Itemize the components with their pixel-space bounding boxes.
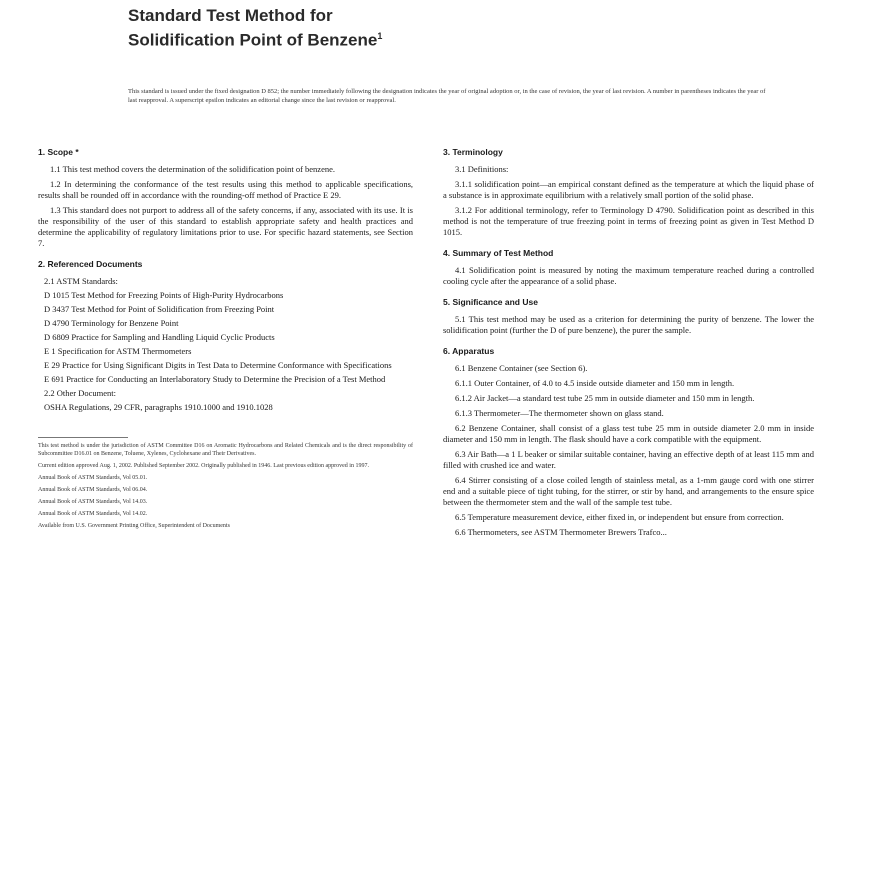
document-title — [128, 6, 814, 51]
paragraph: 6.1 Benzene Container (see Section 6). — [455, 362, 588, 373]
footnote: Annual Book of ASTM Standards, Vol 14.02. — [38, 510, 148, 517]
paragraph: 5.1 This test method may be used as a criterion for determining the purity of benzene. The lower the solidification point (further the D of pure benzene), the purer the sample. — [443, 313, 814, 335]
paragraph: 4.1 Solidification point is measured by noting the maximum temperature reached during a controlled cooling cycle after the appearance of a solid phase. — [443, 264, 814, 286]
reference-item: E 691 Practice for Conducting an Interlaboratory Study to Determine the Precision of a Test Method — [44, 373, 386, 384]
section-title: 5. Significance and Use — [443, 296, 538, 307]
paragraph: 1.3 This standard does not purport to address all of the safety concerns, if any, associated with its use. It is the responsibility of the user of this standard to establish appropriate safety and health practices and determine the applicability of regulatory limitations prior to use. For specific hazard statements, see Section 7. — [38, 204, 413, 248]
footnote: This test method is under the jurisdiction of ASTM Committee D16 on Aromatic Hydrocarbons and Related Chemicals and is the direct responsibility of Subcommittee D16.01 on Benzene, Toluene, Xylenes, Cyclohexane and Their Derivatives. — [38, 442, 413, 457]
paragraph: 6.1.1 Outer Container, of 4.0 to 4.5 inside outside diameter and 150 mm in length. — [455, 377, 735, 388]
section-terminology — [443, 147, 814, 238]
paragraph: 6.3 Air Bath—a 1 L beaker or similar suitable container, having an effective depth of at least 115 mm and filled with crushed ice and water. — [443, 448, 814, 470]
paragraph: 1.2 In determining the conformance of the test results using this method to applicable specifications, results shall be rounded off in accordance with the rounding-off method of Practice E 29. — [38, 178, 413, 200]
footnote: Current edition approved Aug. 1, 2002. Published September 2002. Originally published in 1946. Last previous edition approved in 1997. — [38, 462, 369, 469]
paragraph: 3.1.1 solidification point—an empirical constant defined as the temperature at which the liquid phase of a substance is in approximate equilibrium with a relatively small portion of the solid phase. — [443, 178, 814, 200]
paragraph: 1.1 This test method covers the determination of the solidification point of benzene. — [50, 163, 335, 174]
paragraph: 6.1.2 Air Jacket—a standard test tube 25 mm in outside diameter and 150 mm in length. — [455, 392, 755, 403]
paragraph: 3.1.2 For additional terminology, refer to Terminology D 4790. Solidification point as described in this method is not the temperature of true freezing point in terms of freezing point as given in Test Method D 1015. — [443, 204, 814, 237]
reference-item: 2.2 Other Document: — [44, 387, 116, 398]
footnote-rule — [38, 437, 128, 438]
reference-item: D 6809 Practice for Sampling and Handling Liquid Cyclic Products — [44, 331, 275, 342]
footnotes — [38, 442, 413, 530]
section-significance — [443, 297, 814, 336]
section-title: 2. Referenced Documents — [38, 258, 143, 269]
reference-item: D 4790 Terminology for Benzene Point — [44, 317, 179, 328]
section-title: 3. Terminology — [443, 146, 503, 157]
designation-notice: This standard is issued under the fixed designation D 852; the number immediately following the designation indicates the year of original adoption or, in the case of revision, the year of last revision. A number in parentheses indicates the year of last reapproval. A superscript epsilon indicates an editorial change since the last revision or reapproval. — [128, 87, 766, 104]
footnote: Annual Book of ASTM Standards, Vol 14.03. — [38, 498, 148, 505]
reference-item: D 1015 Test Method for Freezing Points of High-Purity Hydrocarbons — [44, 289, 284, 300]
section-summary — [443, 248, 814, 287]
section-title: 4. Summary of Test Method — [443, 247, 554, 258]
reference-item: E 29 Practice for Using Significant Digits in Test Data to Determine Conformance with Specifications — [44, 359, 392, 370]
reference-item: 2.1 ASTM Standards: — [44, 275, 118, 286]
footnote: Annual Book of ASTM Standards, Vol 06.04. — [38, 486, 148, 493]
title-line-1: Standard Test Method for — [128, 6, 333, 25]
section-title: 6. Apparatus — [443, 345, 495, 356]
reference-item: D 3437 Test Method for Point of Solidification from Freezing Point — [44, 303, 275, 314]
paragraph: 6.2 Benzene Container, shall consist of a glass test tube 25 mm in outside diameter 2.0 mm in inside diameter and 150 mm in length. The flask should have a cork compatible with the equipment. — [443, 422, 814, 444]
paragraph: 6.4 Stirrer consisting of a close coiled length of stainless metal, as a 1-mm gauge cord with one stirrer end and a suitable piece of tight tubing, for the stirrer, or stir by hand, and arrangements to the ensure spice between the thermometer stem and the wall of the sample test tube. — [443, 474, 814, 507]
reference-item: OSHA Regulations, 29 CFR, paragraphs 1910.1000 and 1910.1028 — [44, 401, 273, 412]
title-line-2 — [128, 26, 814, 51]
paragraph: 6.5 Temperature measurement device, either fixed in, or independent but ensure from correction. — [455, 511, 784, 522]
document-header — [128, 6, 814, 51]
paragraph: 3.1 Definitions: — [455, 163, 509, 174]
right-column — [443, 147, 814, 542]
left-column — [38, 147, 413, 542]
footnote: Available from U.S. Government Printing Office, Superintendent of Documents — [38, 522, 230, 529]
title-footnote-marker: 1 — [377, 31, 383, 41]
paragraph: 6.1.3 Thermometer—The thermometer shown on glass stand. — [455, 407, 664, 418]
section-referenced-documents — [38, 259, 413, 413]
footnote: Annual Book of ASTM Standards, Vol 05.01. — [38, 474, 148, 481]
section-title: 1. Scope * — [38, 146, 79, 157]
section-apparatus — [443, 346, 814, 538]
section-scope — [38, 147, 413, 249]
paragraph: 6.6 Thermometers, see ASTM Thermometer Brewers Trafco... — [455, 526, 667, 537]
reference-item: E 1 Specification for ASTM Thermometers — [44, 345, 192, 356]
body-columns — [38, 147, 814, 542]
title-line-2-text: Solidification Point of Benzene — [128, 30, 378, 50]
